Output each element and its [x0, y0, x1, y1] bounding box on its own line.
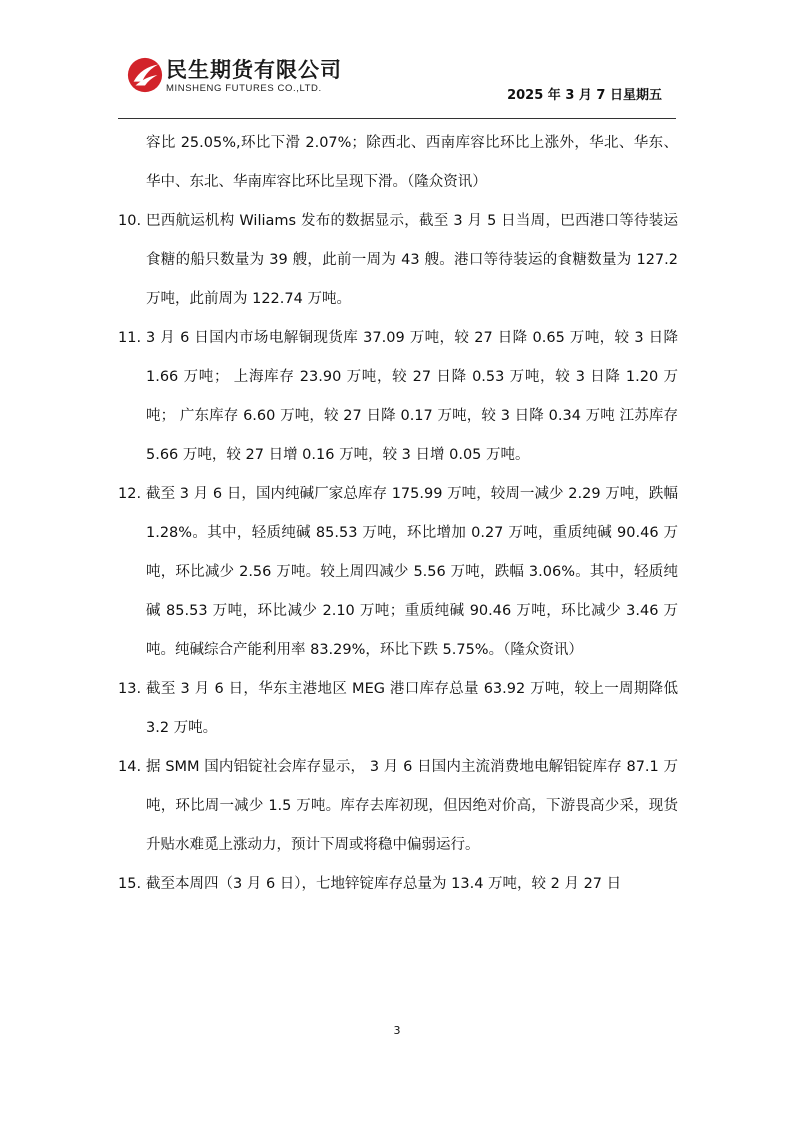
item-text: 巴西航运机构 Wiliams 发布的数据显示，截至 3 月 5 日当周，巴西港口等待装运食糖的船只数量为 39 艘，此前一周为 43 艘。港口等待装运的食糖数量为 127.2 万吨，此前周为 122.74 万吨。 [146, 213, 678, 307]
page-number: 3 [393, 1024, 401, 1037]
item-text: 3 月 6 日国内市场电解铜现货库 37.09 万吨，较 27 日降 0.65 万吨，较 3 日降 1.66 万吨； 上海库存 23.90 万吨，较 27 日降 0.53 万吨，较 3 日降 1.20 万吨； 广东库存 6.60 万吨，较 27 日降 0.17 万吨，较 3 日降 0.34 万吨 江苏库存 5.66 万吨，较 27 日增 0.16 万吨，较 3 日增 0.05 万吨。 [146, 330, 678, 463]
header-divider [118, 118, 676, 119]
news-list [118, 124, 678, 904]
item-text: 据 SMM 国内铝锭社会库存显示， 3 月 6 日国内主流消费地电解铝锭库存 87.1 万吨，环比周一减少 1.5 万吨。库存去库初现，但因绝对价高，下游畏高少采，现货升贴水难觅上涨动力，预计下周或将稳中偏弱运行。 [146, 759, 678, 853]
item-number: 12. [118, 486, 142, 502]
item-text: 截至 3 月 6 日，华东主港地区 MEG 港口库存总量 63.92 万吨，较上一周期降低 3.2 万吨。 [146, 681, 678, 736]
item-number: 13. [118, 681, 142, 697]
continuation-text: 容比 25.05%,环比下滑 2.07%；除西北、西南库容比环比上涨外，华北、华东、华中、东北、华南库容比环比呈现下滑。（隆众资讯） [146, 135, 678, 190]
item-number: 11. [118, 330, 142, 346]
list-item [118, 319, 678, 475]
list-item [118, 202, 678, 319]
item-text: 截至 3 月 6 日，国内纯碱厂家总库存 175.99 万吨，较周一减少 2.29 万吨，跌幅 1.28%。其中，轻质纯碱 85.53 万吨，环比增加 0.27 万吨，重质纯碱 90.46 万吨，环比减少 2.56 万吨。较上周四减少 5.56 万吨，跌幅 3.06%。其中，轻质纯碱 85.53 万吨，环比减少 2.10 万吨；重质纯碱 90.46 万吨，环比减少 3.46 万吨。纯碱综合产能利用率 83.29%，环比下跌 5.75%。（隆众资讯） [146, 486, 678, 658]
list-item [118, 748, 678, 865]
continuation-paragraph [118, 124, 678, 202]
item-number: 14. [118, 759, 142, 775]
report-date: 2025 年 3 月 7 日星期五 [507, 88, 662, 103]
list-item [118, 865, 678, 904]
item-number: 10. [118, 213, 142, 229]
list-item [118, 475, 678, 670]
company-name-en: MINSHENG FUTURES CO.,LTD. [166, 83, 322, 94]
company-logo [126, 54, 366, 100]
company-name-cn: 民生期货有限公司 [166, 58, 342, 82]
item-number: 15. [118, 876, 142, 892]
page-header [0, 0, 794, 120]
item-text: 截至本周四（3 月 6 日），七地锌锭库存总量为 13.4 万吨，较 2 月 27 日 [146, 876, 622, 892]
list-item [118, 670, 678, 748]
company-logo-icon [126, 56, 164, 94]
